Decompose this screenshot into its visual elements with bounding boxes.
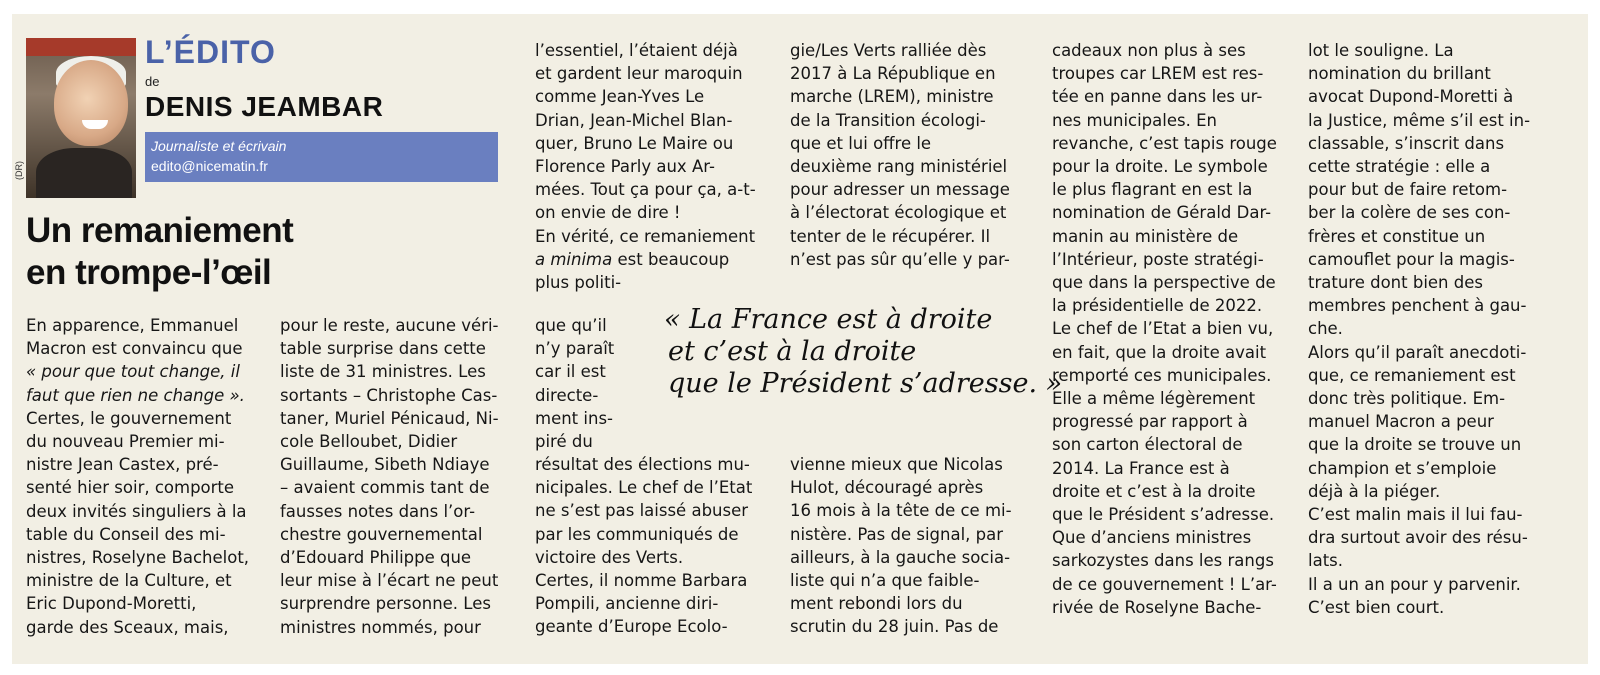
text-line: ministres nommés, pour [280, 617, 481, 637]
text-line: tée en panne dans les ur- [1052, 87, 1263, 107]
text-line: table surprise dans cette [280, 339, 486, 359]
text-line: l’essentiel, l’étaient déjà [535, 41, 738, 60]
text-line: pour le reste, aucune véri- [280, 316, 499, 335]
text-line: ment rebondi lors du [790, 594, 963, 614]
author-photo [26, 38, 136, 198]
text-line: scrutin du 28 juin. Pas de [790, 617, 999, 637]
text-line: vienne mieux que Nicolas [790, 455, 1003, 474]
text-line: nistres, Roselyne Bachelot, [26, 548, 250, 568]
text-line: le plus flagrant en est la [1052, 180, 1253, 200]
text-line: de la Transition écologi- [790, 110, 986, 130]
text-line: Le chef de l’Etat a bien vu, [1052, 319, 1274, 339]
text-line: che. [1308, 319, 1343, 339]
text-line: l’Intérieur, poste stratégi- [1052, 249, 1264, 269]
author-info-box [145, 132, 498, 182]
text-line: trature dont bien des [1308, 273, 1483, 293]
text-line: frères et constitue un [1308, 226, 1486, 246]
text-line: Eric Dupond-Moretti, [26, 594, 197, 614]
text-line: nomination de Gérald Dar- [1052, 203, 1272, 223]
text-line: chestre gouvernemental [280, 524, 483, 544]
column-3-bottom [535, 453, 780, 639]
text-line: fausses notes dans l’or- [280, 501, 476, 521]
text-line: ne s’est pas laissé abuser [535, 501, 749, 521]
text-line: taner, Muriel Pénicaud, Ni- [280, 408, 499, 428]
text-line: Elle a même légèrement [1052, 389, 1256, 409]
text-line: par les communiqués de [535, 524, 739, 544]
text-line: Certes, il nomme Barbara [535, 571, 748, 591]
text-line: Drian, Jean-Michel Blan- [535, 110, 733, 130]
text-line: deuxième rang ministériel [790, 157, 1008, 177]
text-line: quer, Bruno Le Maire ou [535, 133, 734, 153]
text-line: troupes car LREM est res- [1052, 64, 1264, 84]
text-line: pour adresser un message [790, 180, 1010, 200]
text-line: En vérité, ce remaniement [535, 226, 756, 246]
section-label: L’ÉDITO [145, 34, 276, 70]
text-line: que la droite se trouve un [1308, 435, 1522, 455]
text-line: la présidentielle de 2022. [1052, 296, 1263, 316]
text-line: membres penchent à gau- [1308, 296, 1527, 316]
text-line: 16 mois à la tête de ce mi- [790, 501, 1012, 521]
pull-quote [664, 304, 1084, 400]
text-line: déjà à la piéger. [1308, 481, 1441, 501]
text-line: que le Président s’adresse. [1052, 505, 1275, 525]
text-line: En apparence, Emmanuel [26, 316, 239, 335]
text-line: car il est [535, 362, 606, 382]
column-4-top [790, 39, 1040, 271]
text-line: d’Edouard Philippe que [280, 548, 472, 568]
text-line: avocat Dupond-Moretti à [1308, 87, 1514, 107]
text-line: liste qui n’a que faible- [790, 571, 980, 591]
byline-prefix: de [145, 74, 160, 89]
text-line: classable, s’inscrit dans [1308, 133, 1505, 153]
pull-quote-line-1: « La France est à droite [664, 304, 993, 335]
text-line: deux invités singuliers à la [26, 501, 247, 521]
text-line: C’est malin mais il lui fau- [1308, 505, 1523, 525]
text-line: Hulot, découragé après [790, 478, 984, 498]
text-line: cadeaux non plus à ses [1052, 41, 1246, 60]
text-line: camouflet pour la magis- [1308, 249, 1515, 269]
text-line: on envie de dire ! [535, 203, 681, 223]
text-line: comme Jean-Yves Le [535, 87, 705, 107]
text-line: lot le souligne. La [1308, 41, 1454, 60]
text-line: garde des Sceaux, mais, [26, 617, 229, 637]
text-line: Que d’anciens ministres [1052, 528, 1252, 548]
text-line: pour but de faire retom- [1308, 180, 1508, 200]
text-line: que qu’il [535, 316, 607, 335]
text-line: lats. [1308, 551, 1344, 571]
text-line: nes municipales. En [1052, 110, 1217, 130]
text-line: nicipales. Le chef de l’Etat [535, 478, 753, 498]
text-line: la Justice, même s’il est in- [1308, 110, 1531, 130]
text-line: que, ce remaniement est [1308, 365, 1516, 385]
text-line: Alors qu’il paraît anecdoti- [1308, 342, 1527, 362]
text-line: et gardent leur maroquin [535, 64, 743, 84]
text-line: sortants – Christophe Cas- [280, 385, 498, 405]
pull-quote-line-3: que le Président s’adresse. » [668, 368, 1063, 399]
headline-line-2: en trompe-l’œil [26, 253, 272, 292]
text-line: en fait, que la droite avait [1052, 342, 1267, 362]
text-line: manuel Macron a peur [1308, 412, 1494, 432]
text-line: manin au ministère de [1052, 226, 1239, 246]
text-line: que dans la perspective de [1052, 273, 1276, 293]
text-line: remporté ces municipales. [1052, 365, 1272, 385]
text-line: ment ins- [535, 408, 613, 428]
text-line: de ce gouvernement ! L’ar- [1052, 574, 1277, 594]
text-line: mées. Tout ça pour ça, a-t- [535, 180, 756, 200]
text-line: – avaient commis tant de [280, 478, 490, 498]
text-line: Guillaume, Sibeth Ndiaye [280, 455, 490, 475]
text-line: Pompili, ancienne diri- [535, 594, 719, 614]
column-3-narrow [535, 314, 625, 453]
text-line: a minima est beaucoup [535, 249, 730, 269]
text-line: nistère. Pas de signal, par [790, 524, 1004, 544]
text-line: cole Belloubet, Didier [280, 432, 458, 452]
text-line: leur mise à l’écart ne peut [280, 571, 499, 591]
headline [26, 210, 506, 294]
author-email[interactable]: edito@nicematin.fr [151, 158, 268, 174]
text-line: n’est pas sûr qu’elle y par- [790, 249, 1010, 269]
text-line: Macron est convaincu que [26, 339, 243, 359]
text-line: senté hier soir, comporte [26, 478, 235, 498]
text-line: revanche, c’est tapis rouge [1052, 133, 1277, 153]
text-line: piré du [535, 432, 593, 452]
author-role: Journaliste et écrivain [151, 138, 287, 154]
text-line: ministre de la Culture, et [26, 571, 232, 591]
text-line: droite et c’est à la droite [1052, 481, 1256, 501]
text-line: champion et s’emploie [1308, 458, 1497, 478]
text-line: 2014. La France est à [1052, 458, 1230, 478]
text-line: que et lui offre le [790, 133, 932, 153]
photo-credit: (DR) [14, 161, 24, 180]
text-line: ber la colère de ses con- [1308, 203, 1511, 223]
text-line: pour la droite. Le symbole [1052, 157, 1268, 177]
column-4-bottom [790, 453, 1040, 639]
text-line: ailleurs, à la gauche socia- [790, 547, 1011, 567]
text-line: nomination du brillant [1308, 64, 1491, 84]
text-line: à l’électorat écologique et [790, 203, 1007, 223]
text-line: dra surtout avoir des résu- [1308, 528, 1528, 548]
editorial-page [12, 14, 1588, 664]
text-line: progressé par rapport à [1052, 412, 1248, 432]
text-line: son carton électoral de [1052, 435, 1243, 455]
text-line: du nouveau Premier mi- [26, 432, 225, 452]
column-3-top [535, 39, 780, 294]
text-line: surprendre personne. Les [280, 594, 491, 614]
column-1 [26, 314, 271, 639]
text-line: marche (LREM), ministre [790, 87, 994, 107]
text-line: directe- [535, 385, 599, 405]
text-line: Il a un an pour y parvenir. [1308, 574, 1521, 594]
pull-quote-line-2: et c’est à la droite [668, 336, 917, 367]
column-6 [1308, 39, 1578, 619]
text-line: 2017 à La République en [790, 64, 996, 84]
text-line: Florence Parly aux Ar- [535, 157, 715, 177]
column-2 [280, 314, 525, 639]
author-name: DENIS JEAMBAR [145, 91, 384, 122]
text-line: faut que rien ne change ». [26, 385, 245, 405]
text-line: geante d’Europe Ecolo- [535, 617, 728, 637]
text-line: table du Conseil des mi- [26, 524, 226, 544]
text-line: nistre Jean Castex, pré- [26, 455, 219, 475]
text-line: « pour que tout change, il [26, 362, 240, 382]
text-line: donc très politique. Em- [1308, 389, 1506, 409]
headline-line-1: Un remaniement [26, 211, 294, 250]
text-line: gie/Les Verts ralliée dès [790, 41, 987, 60]
text-line: sarkozystes dans les rangs [1052, 551, 1274, 571]
text-line: C’est bien court. [1308, 597, 1445, 617]
text-line: résultat des élections mu- [535, 455, 750, 474]
column-5 [1052, 39, 1302, 619]
text-line: liste de 31 ministres. Les [280, 362, 486, 382]
text-line: rivée de Roselyne Bache- [1052, 597, 1262, 617]
text-line: plus politi- [535, 273, 622, 293]
text-line: Certes, le gouvernement [26, 408, 232, 428]
text-line: n’y paraît [535, 339, 615, 359]
text-line: tenter de le récupérer. Il [790, 226, 991, 246]
text-line: cette stratégie : elle a [1308, 157, 1491, 177]
text-line: victoire des Verts. [535, 547, 684, 567]
